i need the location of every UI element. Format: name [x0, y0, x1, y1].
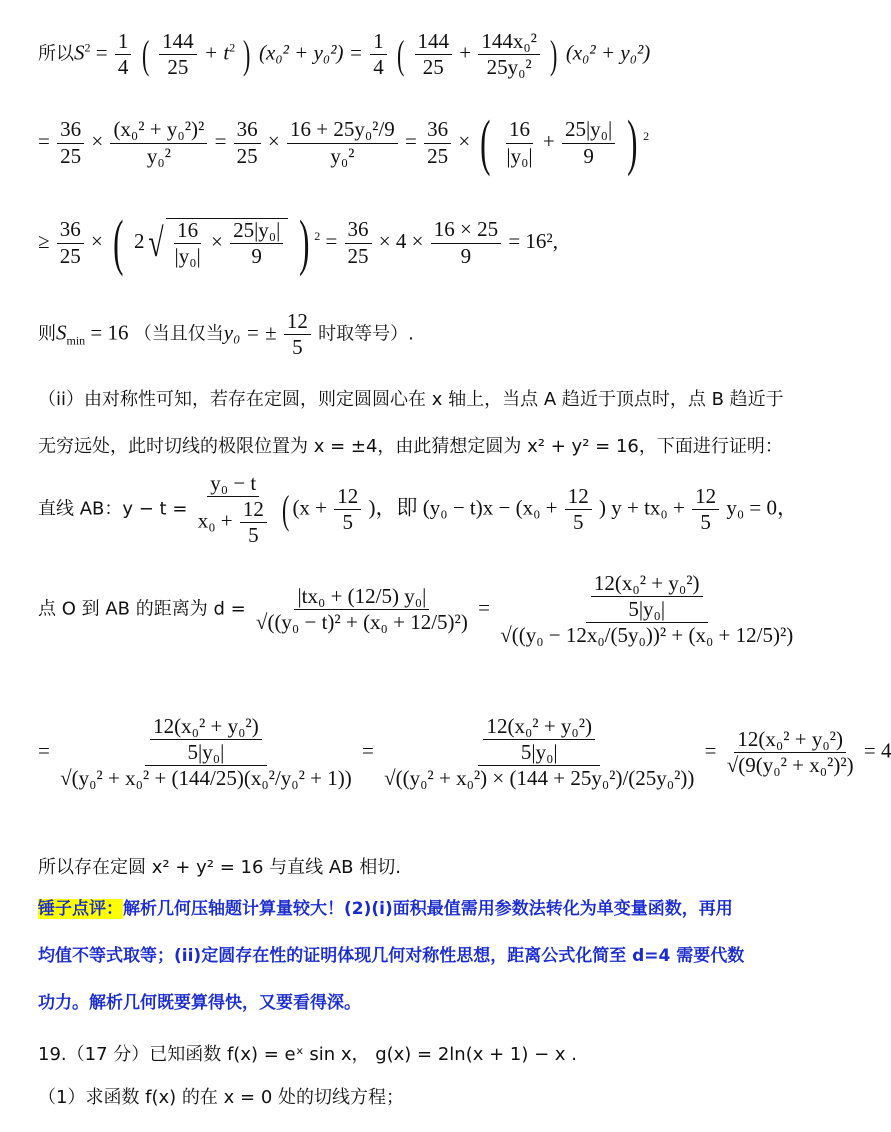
- equation-line-3: ≥ $\frac{36}{25}$ × ( 2√ $\frac{16}{\text{|y₀|}}$ × $\frac{\text{25|y₀|}}{9}$ ) $^2$ = $\frac{36}{25}$ × 4 × $\frac{16 \times 25}{9}$ = 16²,: [38, 209, 558, 277]
- equation-line-2: = $\frac{36}{25}$ × $\frac{\text{(x₀² + y₀²)²}}{\text{y₀²}}$ = $\frac{36}{25}$ × $\frac{\text{16 + 25y₀²/9}}{\text{y₀²}}$ = $\frac{36}{25}$ × ( $\frac{16}{\text{|y₀|}}$ + $\frac{\text{25|y₀|}}{9}$ ) $^2$: [38, 109, 650, 177]
- distance-simplification: = $\frac{\frac{\text{12(x₀² + y₀²)}}{\text{5|y₀|}}}{\text{√(y₀² + x₀² + (144/25)(x₀²/y₀² + 1))}}$ = $\frac{\frac{\text{12(x₀² + y₀²)}}{\text{5|y₀|}}}{\text{√((y₀² + x₀²) × (144 + 25y₀²)/(25y₀²))}}$ = $\frac{\text{12(x₀² + y₀²)}}{\text{√(9(y₀² + x₀²)²)}}$ = 4: [38, 714, 891, 791]
- minimum-statement: 则$S_{min} = 16$ （当且仅当y₀ = ± $\frac{12}{5}$ 时取等号）.: [38, 309, 414, 360]
- comment-label: 锤子点评：: [38, 899, 123, 919]
- question-19-part-1: （1）求函数 f(x) 的在 x = 0 处的切线方程；: [38, 1087, 405, 1108]
- question-19: 19.（17 分）已知函数 f(x) = eˣ sin x， g(x) = 2ln(x + 1) − x .: [38, 1044, 578, 1065]
- comment-line-1: 锤子点评：解析几何压轴题计算量较大！(2)(i)面积最值需用参数法转化为单变量函数，再用: [38, 899, 733, 919]
- equation-s-squared: 所以$S^2$ = $\frac{1}{4}$ ( $\frac{144}{25}$ + $t^2$ ) (x₀² + y₀²) = $\frac{1}{4}$ ( $\frac{144}{25}$ + $\frac{\text{144x₀²}}{\text{25y₀²}}$ ) (x₀² + y₀²): [38, 29, 651, 80]
- part-ii-conjecture: 无穷远处，此时切线的极限位置为 x = ±4，由此猜想定圆为 x² + y² = 16，下面进行证明：: [38, 436, 783, 457]
- distance-formula: 点 O 到 AB 的距离为 d = $\frac{\text{|tx₀ + (12/5) y₀|}}{\text{√((y₀ − t)² + (x₀ + 12/5)²)}}$ = $\frac{\frac{\text{12(x₀² + y₀²)}}{\text{5|y₀|}}}{\text{√((y₀ − 12x₀/(5y₀))² + (x₀ + 12/5)²)}}$: [38, 571, 794, 648]
- line-ab-equation: 直线 AB：y − t = y₀ − t x₀ + $\frac{12}{5}$ ( (x + $\frac{12}{5}$ )，即 (y₀ − t)x − (x₀ + $\frac{12}{5}$ ) y + tx₀ + $\frac{12}{5}$ y₀ = 0，: [38, 471, 799, 548]
- part-ii-intro: （ii）由对称性可知，若存在定圆，则定圆圆心在 x 轴上，当点 A 趋近于顶点时，点 B 趋近于: [38, 389, 784, 410]
- conclusion: 所以存在定圆 x² + y² = 16 与直线 AB 相切.: [38, 857, 401, 878]
- comment-line-3: 功力。解析几何既要算得快，又要看得深。: [38, 993, 361, 1013]
- comment-line-2: 均值不等式取等；(ii)定圆存在性的证明体现几何对称性思想，距离公式化简至 d=4 需要代数: [38, 946, 745, 966]
